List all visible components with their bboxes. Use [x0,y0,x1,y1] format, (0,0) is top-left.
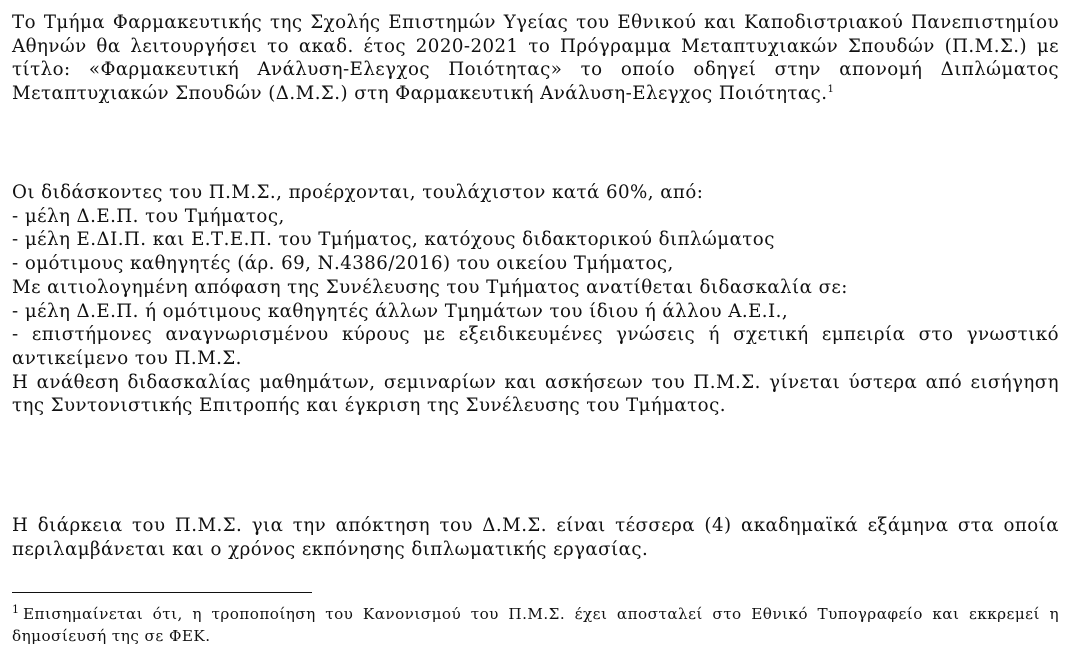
footnote [12,604,1059,647]
instructors-list-item: - μέλη Ε.ΔΙ.Π. και Ε.Τ.Ε.Π. του Τμήματος, κατόχους διδακτορικού διπλώματος [12,229,775,251]
duration-paragraph: Η διάρκεια του Π.Μ.Σ. για την απόκτηση του Δ.Μ.Σ. είναι τέσσερα (4) ακαδημαϊκά εξάμηνα στα οποία περιλαμβάνεται και ο χρόνος εκπόνησης διπλωματικής εργασίας. [12,515,1059,560]
assignment-list-item: - μέλη Δ.Ε.Π. ή ομότιμους καθηγητές άλλων Τμημάτων του ίδιου ή άλλου Α.Ε.Ι., [12,300,789,322]
instructors-paragraph [12,181,1059,418]
footnote-marker: 1 [12,602,19,616]
footnote-divider [12,592,312,593]
intro-paragraph [12,11,1059,106]
footnote-reference: 1 [827,84,834,96]
instructors-list-item: - ομότιμους καθηγητές (άρ. 69, Ν.4386/2016) του οικείου Τμήματος, [12,253,674,275]
footnote-text: Επισημαίνεται ότι, η τροποποίηση του Κανονισμού του Π.Μ.Σ. έχει αποσταλεί στο Εθνικό Τυπογραφείο και εκκρεμεί η δημοσίευσή της σε ΦΕΚ. [12,605,1059,645]
instructors-list-item: - μέλη Δ.Ε.Π. του Τμήματος, [12,205,285,227]
teaching-assignment-line: Η ανάθεση διδασκαλίας μαθημάτων, σεμιναρίων και ασκήσεων του Π.Μ.Σ. γίνεται ύστερα από εισήγηση της Συντονιστικής Επιτροπής και έγκριση της Συνέλευσης του Τμήματος. [12,371,1059,417]
instructors-intro-line: Οι διδάσκοντες του Π.Μ.Σ., προέρχονται, τουλάχιστον κατά 60%, από: [12,182,704,203]
intro-paragraph-text: Το Τμήμα Φαρμακευτικής της Σχολής Επιστημών Υγείας του Εθνικού και Καποδιστριακού Πανεπιστημίου Αθηνών θα λειτουργήσει το ακαδ. έτος 2020-2021 το Πρόγραμμα Μεταπτυχιακών Σπουδών (Π.Μ.Σ.) με τίτλο: «Φαρμακευτική Ανάλυση-Ελεγχος Ποιότητας» το οποίο οδηγεί στην απονομή Διπλώματος Μεταπτυχιακών Σπουδών (Δ.Μ.Σ.) στη Φαρμακευτική Ανάλυση-Ελεγχος Ποιότητας. [12,12,1059,105]
assignment-list-item: - επιστήμονες αναγνωρισμένου κύρους με εξειδικευμένες γνώσεις ή σχετική εμπειρία στο γνωστικό αντικείμενο του Π.Μ.Σ. [12,324,1059,369]
assignment-decision-line: Με αιτιολογημένη απόφαση της Συνέλευσης του Τμήματος ανατίθεται διδασκαλία σε: [12,276,848,298]
